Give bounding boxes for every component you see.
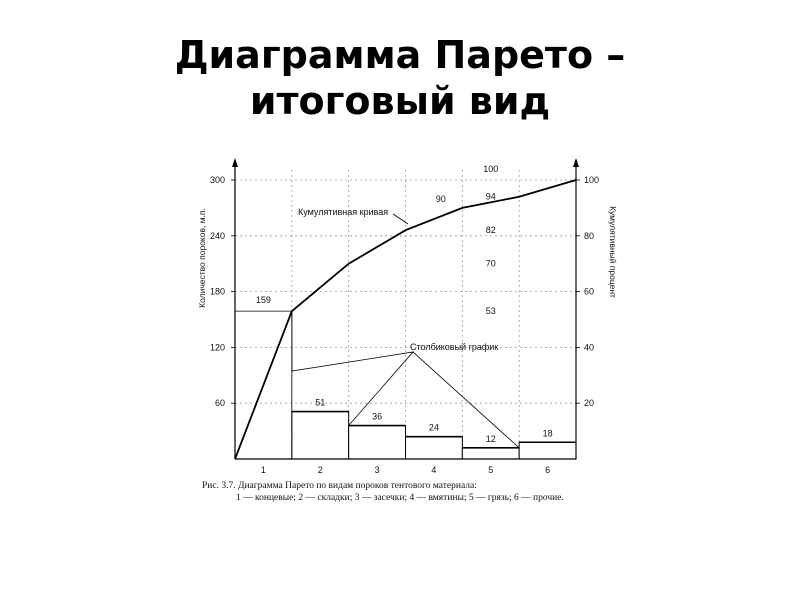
x-tick-label-3: 3 xyxy=(374,465,380,475)
y2-tick-label-100: 100 xyxy=(584,175,600,185)
y-tick-label-60: 60 xyxy=(214,398,225,409)
slide-title-line-1: Диаграмма Парето – xyxy=(174,33,626,77)
x-tick-label-6: 6 xyxy=(545,465,551,475)
slide-title-line-2: итоговый вид xyxy=(249,79,551,123)
y-tick-label-240: 240 xyxy=(209,230,225,241)
caption-line-2: 1 — концевые; 2 — складки; 3 — засечки; 4 — вмятины; 5 — грязь; 6 — прочие. xyxy=(236,493,564,503)
bar-value-label-6: 18 xyxy=(542,428,553,439)
bar-value-label-5: 12 xyxy=(485,433,496,444)
x-tick-label-4: 4 xyxy=(431,465,437,475)
caption-line-1: Рис. 3.7. Диаграмма Парето по видам пороков тентового материала: xyxy=(202,481,477,491)
y2-axis-label: Кумулятивный процент xyxy=(608,206,618,298)
y2-axis-arrow xyxy=(573,158,579,167)
x-tick-label-1: 1 xyxy=(260,465,266,475)
y2-tick-label-40: 40 xyxy=(584,342,595,353)
bar-value-label-3: 36 xyxy=(372,411,383,422)
bar-6 xyxy=(519,442,576,459)
x-tick-label-2: 2 xyxy=(317,465,323,475)
bar-4 xyxy=(406,437,463,459)
cumulative-label-2: 70 xyxy=(485,258,496,269)
cumulative-label-1: 53 xyxy=(485,306,496,317)
y-tick-label-180: 180 xyxy=(209,286,225,297)
y2-tick-label-20: 20 xyxy=(584,398,595,409)
bar-2 xyxy=(292,412,349,459)
y-axis-label: Количество пороков, м.п. xyxy=(197,208,207,308)
cumulative-label-5: 94 xyxy=(485,191,496,202)
bar-value-label-1: 159 xyxy=(255,295,271,306)
y2-tick-label-80: 80 xyxy=(584,230,595,241)
y-axis-arrow xyxy=(232,158,238,167)
cumulative-curve-annotation: Кумулятивная кривая xyxy=(298,207,389,217)
cumulative-label-3: 82 xyxy=(485,225,496,236)
y-tick-label-120: 120 xyxy=(209,342,225,353)
y2-tick-label-60: 60 xyxy=(584,286,595,297)
bar-graph-annotation: Столбиковый график xyxy=(410,342,499,352)
bar-5 xyxy=(462,448,519,459)
x-tick-label-5: 5 xyxy=(488,465,494,475)
y-tick-label-300: 300 xyxy=(209,175,225,185)
bar-value-label-4: 24 xyxy=(428,422,439,433)
cumulative-label-4: 90 xyxy=(435,193,446,204)
bar-value-label-2: 51 xyxy=(315,397,326,408)
bar-3 xyxy=(349,426,406,459)
cumulative-label-6: 100 xyxy=(483,164,499,174)
